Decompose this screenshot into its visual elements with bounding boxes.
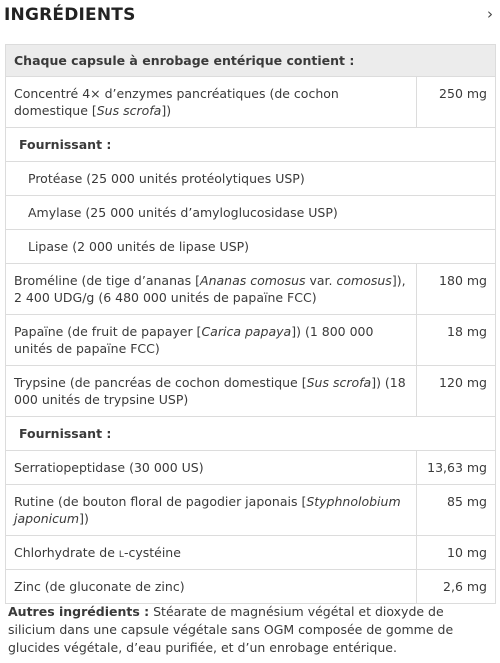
sub-ingredient: Protéase (25 000 unités protéolytiques USP) xyxy=(6,162,496,196)
ingredient-name xyxy=(6,77,417,128)
table-row xyxy=(6,77,496,128)
small-caps-prefix: l xyxy=(118,545,124,560)
ingredient-amount: 180 mg xyxy=(417,264,496,315)
ingredient-amount: 10 mg xyxy=(417,536,496,570)
providing-label: Fournissant : xyxy=(6,417,496,451)
other-ingredients xyxy=(8,603,492,657)
ingredients-table xyxy=(5,44,496,604)
ingredient-name xyxy=(6,366,417,417)
table-row xyxy=(6,570,496,604)
table-row xyxy=(6,485,496,536)
text-part: ]) (1 800 000 unités de papaïne FCC) xyxy=(14,324,374,356)
sub-ingredient: Lipase (2 000 unités de lipase USP) xyxy=(6,230,496,264)
text-part: Papaïne (de fruit de papayer [ xyxy=(14,324,202,339)
section-header[interactable] xyxy=(0,0,500,38)
table-row xyxy=(6,264,496,315)
text-part: -cystéine xyxy=(123,545,181,560)
latin-name: Carica papaya xyxy=(201,324,292,339)
ingredient-name xyxy=(6,315,417,366)
table-row xyxy=(6,536,496,570)
latin-name: Sus scrofa xyxy=(306,375,372,390)
ingredient-name: Zinc (de gluconate de zinc) xyxy=(6,570,417,604)
table-row xyxy=(6,315,496,366)
section-title: INGRÉDIENTS xyxy=(4,5,136,25)
sub-ingredient: Amylase (25 000 unités d’amyloglucosidase USP) xyxy=(6,196,496,230)
text-part: ]) xyxy=(79,511,89,526)
table-row xyxy=(6,162,496,196)
ingredient-name xyxy=(6,536,417,570)
text-part: Concentré 4× d’enzymes pancréatiques (de cochon domestique [ xyxy=(14,86,339,118)
ingredient-amount: 18 mg xyxy=(417,315,496,366)
text-part: Chlorhydrate de xyxy=(14,545,119,560)
latin-name: Sus scrofa xyxy=(96,103,162,118)
ingredient-amount: 120 mg xyxy=(417,366,496,417)
ingredient-amount: 250 mg xyxy=(417,77,496,128)
text-part: ]) (18 000 unités de trypsine USP) xyxy=(14,375,406,407)
text-part: ]) xyxy=(161,103,172,118)
table-row xyxy=(6,196,496,230)
text-part: ]), 2 400 UDG/g (6 480 000 unités de papaïne FCC) xyxy=(14,273,406,305)
text-part: Trypsine (de pancréas de cochon domestique [ xyxy=(14,375,307,390)
ingredient-amount: 2,6 mg xyxy=(417,570,496,604)
ingredient-name: Serratiopeptidase (30 000 US) xyxy=(6,451,417,485)
latin-name: comosus xyxy=(336,273,392,288)
latin-name: Styphnolobium japonicum xyxy=(14,494,401,526)
ingredient-amount: 85 mg xyxy=(417,485,496,536)
table-row xyxy=(6,451,496,485)
text-part: var. xyxy=(305,273,337,288)
chevron-right-icon[interactable]: › xyxy=(487,5,493,23)
ingredient-name xyxy=(6,264,417,315)
table-header-row xyxy=(6,45,496,77)
ingredient-amount: 13,63 mg xyxy=(417,451,496,485)
table-row xyxy=(6,366,496,417)
table-row xyxy=(6,417,496,451)
other-ingredients-label: Autres ingrédients : xyxy=(8,604,150,619)
ingredient-name xyxy=(6,485,417,536)
text-part: Broméline (de tige d’ananas [ xyxy=(14,273,201,288)
table-row xyxy=(6,230,496,264)
other-ingredients-text: Stéarate de magnésium végétal et dioxyde de silicium dans une capsule végétale sans OGM composée de gomme de glucides végétale, d’eau purifiée, et d’un enrobage entérique. xyxy=(8,604,454,655)
table-header: Chaque capsule à enrobage entérique contient : xyxy=(6,45,496,77)
latin-name: Ananas comosus xyxy=(200,273,306,288)
table-row xyxy=(6,128,496,162)
providing-label: Fournissant : xyxy=(6,128,496,162)
text-part: Rutine (de bouton floral de pagodier japonais [ xyxy=(14,494,307,509)
